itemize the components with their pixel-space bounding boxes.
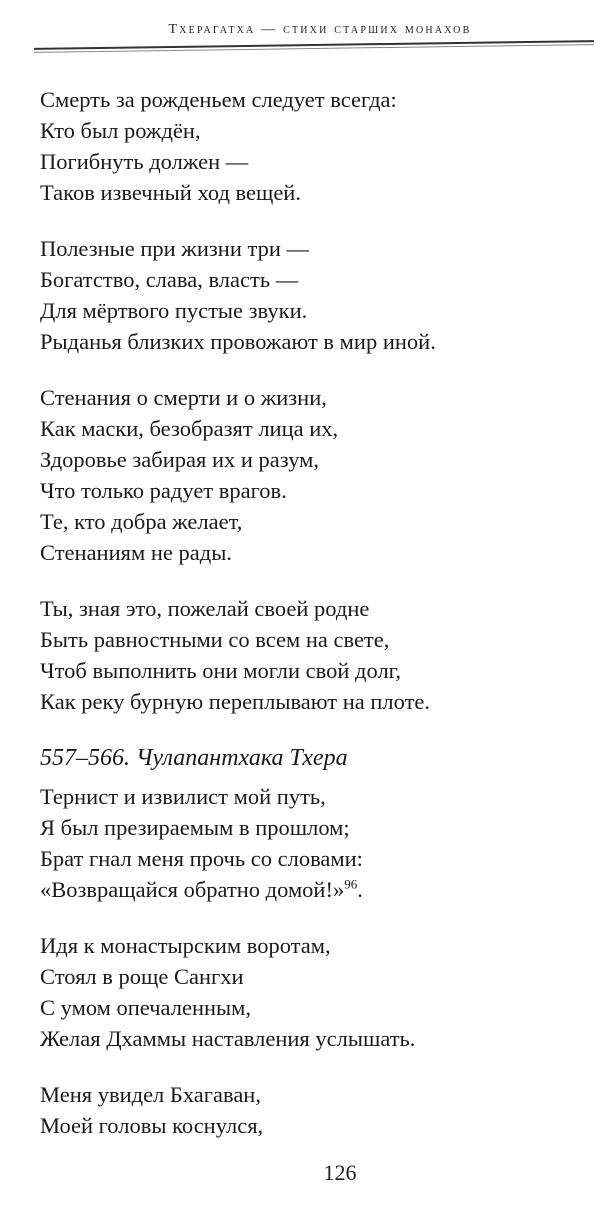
verse-line: Здоровье забирая их и разум, — [40, 447, 320, 472]
verse-line: Что только радует врагов. — [40, 478, 287, 503]
verse-line: Моей головы коснулся, — [40, 1113, 264, 1138]
verse-line: Погибнуть должен — — [40, 149, 249, 174]
footnote-ref[interactable]: 96 — [344, 876, 358, 892]
verse-punct: . — [357, 877, 363, 902]
verse-line: Чтоб выполнить они могли свой долг, — [40, 658, 401, 683]
running-head: Тхерагатха — стихи старших монахов — [168, 22, 472, 37]
poem-body — [40, 84, 580, 1166]
stanza-1 — [40, 84, 580, 208]
verse-line: Для мёртвого пустые звуки. — [40, 298, 308, 323]
verse-line: Смерть за рожденьем следует всегда: — [40, 87, 397, 112]
stanza-4 — [40, 593, 580, 717]
verse-line: Желая Дхаммы наставления услышать. — [40, 1026, 416, 1051]
verse-line: Меня увидел Бхагаван, — [40, 1082, 261, 1107]
verse-text: «Возвращайся обратно домой!» — [40, 877, 345, 902]
verse-line: Я был презираемым в прошлом; — [40, 815, 350, 840]
verse-line: Как реку бурную переплывают на плоте. — [40, 689, 431, 714]
verse-line-with-footnote — [40, 874, 580, 905]
verse-line: Брат гнал меня прочь со словами: — [40, 846, 363, 871]
page-number: 126 — [323, 1160, 357, 1185]
stanza-7 — [40, 1079, 580, 1141]
verse-line: Богатство, слава, власть — — [40, 267, 299, 292]
verse-line: Идя к монастырским воротам, — [40, 933, 331, 958]
stanza-5 — [40, 781, 580, 905]
verse-line: Стоял в роще Сангхи — [40, 964, 244, 989]
stanza-6 — [40, 930, 580, 1054]
verse-line: Как маски, безобразят лица их, — [40, 416, 339, 441]
verse-line: Стенаниям не рады. — [40, 540, 232, 565]
verse-line: Те, кто добра желает, — [40, 509, 243, 534]
verse-line: Тернист и извилист мой путь, — [40, 784, 326, 809]
verse-line: Быть равностными со всем на свете, — [40, 627, 390, 652]
verse-line: Ты, зная это, пожелай своей родне — [40, 596, 370, 621]
verse-line: Полезные при жизни три — — [40, 236, 310, 261]
verse-line: С умом опечаленным, — [40, 995, 252, 1020]
verse-line: Стенания о смерти и о жизни, — [40, 385, 327, 410]
stanza-2 — [40, 233, 580, 357]
verse-line: Таков извечный ход вещей. — [40, 180, 301, 205]
verse-line: Рыданья близких провожают в мир иной. — [40, 329, 436, 354]
verse-line: Кто был рождён, — [40, 118, 201, 143]
section-title: 557–566. Чулапантхака Тхера — [40, 745, 348, 771]
stanza-3 — [40, 382, 580, 568]
